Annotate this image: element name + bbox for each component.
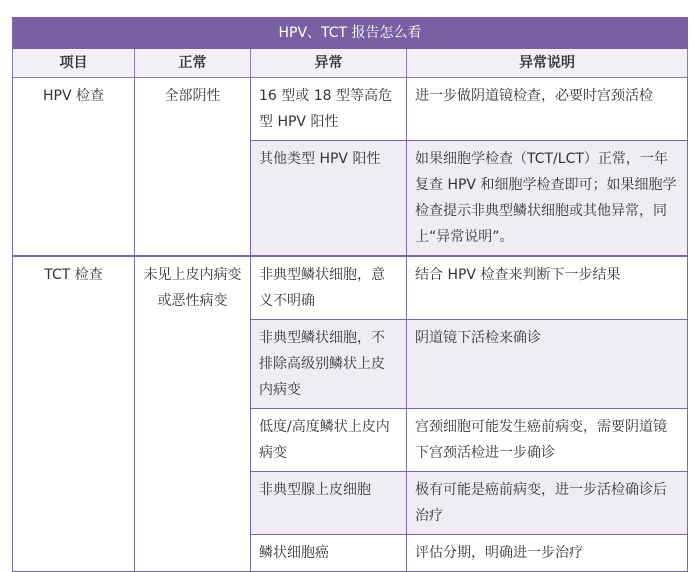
header-normal: 正常 (135, 49, 251, 78)
abnormal-cell: 16 型或 18 型等高危型 HPV 阳性 (251, 78, 407, 141)
note-cell: 评估分期，明确进一步治疗 (407, 535, 688, 572)
item-cell-hpv: HPV 检查 (13, 78, 135, 257)
header-abnormal: 异常 (251, 49, 407, 78)
note-cell: 结合 HPV 检查来判断下一步结果 (407, 256, 688, 320)
report-table (12, 17, 688, 572)
abnormal-cell: 非典型鳞状细胞，不排除高级别鳞状上皮内病变 (251, 320, 407, 409)
abnormal-cell: 鳞状细胞癌 (251, 535, 407, 572)
header-item: 项目 (13, 49, 135, 78)
hpv-tct-table-container (12, 17, 687, 572)
note-cell: 进一步做阴道镜检查，必要时宫颈活检 (407, 78, 688, 141)
abnormal-cell: 非典型鳞状细胞，意义不明确 (251, 256, 407, 320)
note-cell: 宫颈细胞可能发生癌前病变，需要阴道镜下宫颈活检进一步确诊 (407, 409, 688, 472)
table-title: HPV、TCT 报告怎么看 (13, 18, 688, 49)
table-row (13, 256, 688, 320)
abnormal-cell: 非典型腺上皮细胞 (251, 472, 407, 535)
abnormal-cell: 低度/高度鳞状上皮内病变 (251, 409, 407, 472)
note-cell: 如果细胞学检查（TCT/LCT）正常，一年复查 HPV 和细胞学检查即可；如果细胞学检查提示非典型鳞状细胞或其他异常，同上“异常说明”。 (407, 141, 688, 257)
normal-cell-tct: 未见上皮内病变或恶性病变 (135, 256, 251, 572)
table-row (13, 78, 688, 141)
note-cell: 极有可能是癌前病变，进一步活检确诊后治疗 (407, 472, 688, 535)
item-cell-tct: TCT 检查 (13, 256, 135, 572)
title-row (13, 18, 688, 49)
header-note: 异常说明 (407, 49, 688, 78)
header-row (13, 49, 688, 78)
abnormal-cell: 其他类型 HPV 阳性 (251, 141, 407, 257)
note-cell: 阴道镜下活检来确诊 (407, 320, 688, 409)
normal-cell-hpv: 全部阴性 (135, 78, 251, 257)
